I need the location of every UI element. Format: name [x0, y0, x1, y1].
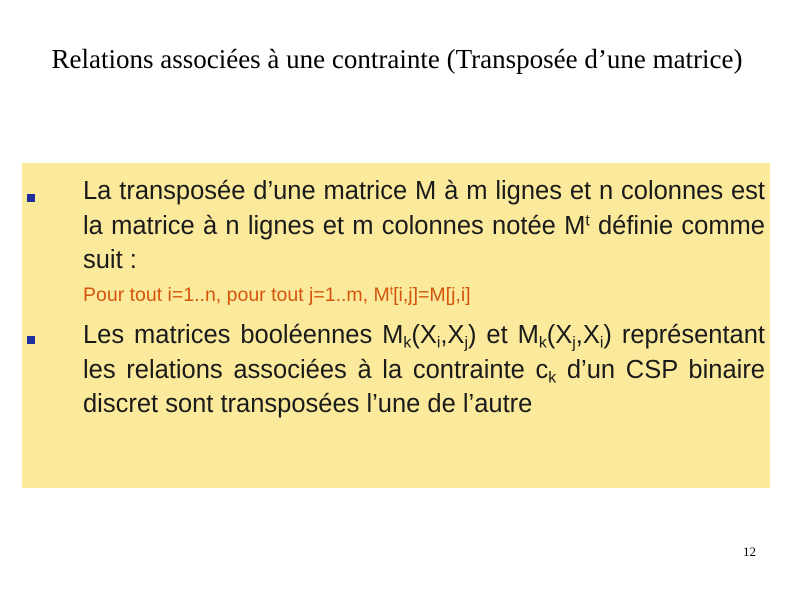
superscript-t: t	[389, 283, 394, 298]
slide-title: Relations associées à une contrainte (Transposée d’une matrice)	[51, 44, 743, 74]
page-number: 12	[743, 544, 756, 559]
bullet-square-icon	[27, 336, 35, 344]
transpose-formula: Pour tout i=1..n, pour tout j=1..m, $M^t[i,j]=M[j,i]$	[83, 283, 471, 306]
bullet-text-boolean-matrices: Les matrices booléennes $M_k(X_i,X_j)$ et $M_k(X_j,X_i)$ représentant les relations associées à la contrainte $c_k$ d’un CSP binaire discret sont transposées l’une de l’autre	[83, 321, 766, 418]
content-box	[22, 163, 770, 488]
superscript-t: t	[585, 211, 590, 229]
bullet-text-transpose-definition: La transposée d’une matrice M à m lignes et n colonnes est la matrice à n lignes et m colonnes notée $M^t$ définie comme suit :	[83, 177, 765, 274]
bullet-square-icon	[27, 194, 35, 202]
